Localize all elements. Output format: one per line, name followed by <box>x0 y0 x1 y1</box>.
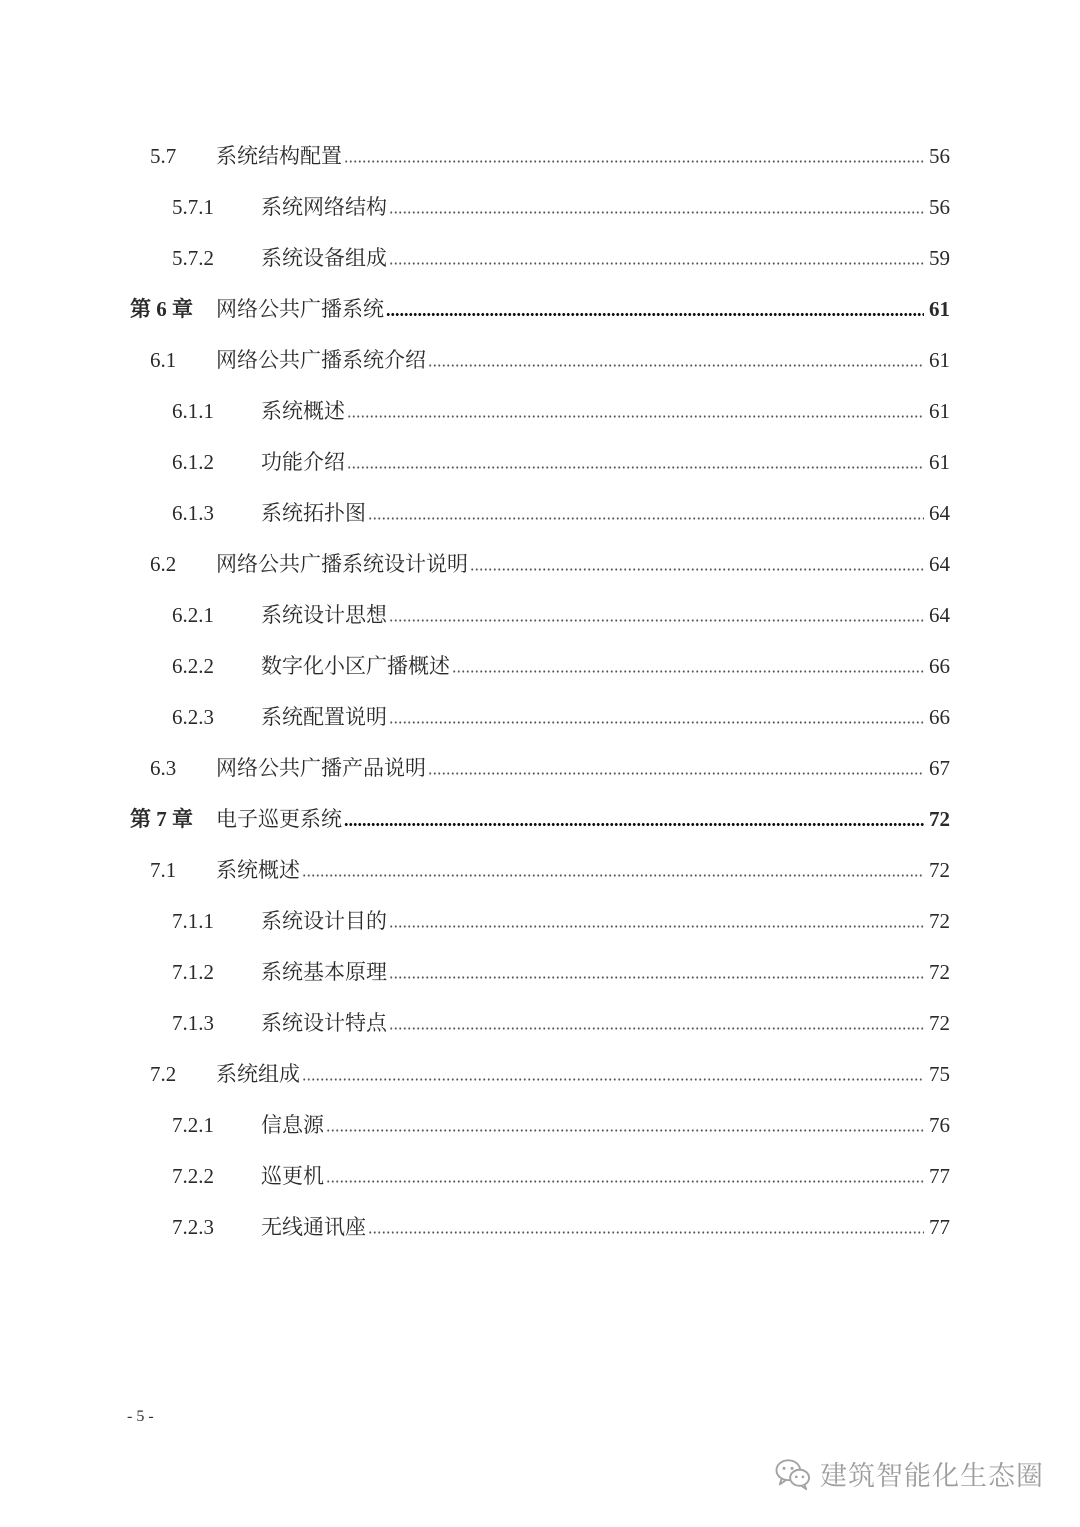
toc-entry-title: 网络公共广播系统 <box>216 297 384 321</box>
toc-entry-number: 7.1.1 <box>172 909 214 933</box>
toc-dot-leader <box>302 874 924 877</box>
toc-entry-title: 系统基本原理 <box>261 960 387 984</box>
toc-dot-leader <box>389 619 924 622</box>
toc-entry[interactable] <box>150 539 950 590</box>
wechat-icon <box>774 1457 812 1491</box>
toc-entry-number: 6.2.3 <box>172 705 214 729</box>
toc-entry-number: 7.1.3 <box>172 1011 214 1035</box>
toc-entry-number: 5.7.1 <box>172 195 214 219</box>
toc-dot-leader <box>347 466 924 469</box>
toc-entry-title: 系统设计目的 <box>261 909 387 933</box>
toc-entry-page: 66 <box>929 654 950 678</box>
watermark <box>774 1454 1044 1493</box>
toc-entry-number: 6.2.2 <box>172 654 214 678</box>
toc-dot-leader <box>389 211 924 214</box>
toc-dot-leader <box>389 721 924 724</box>
toc-entry-page: 67 <box>929 756 950 780</box>
toc-entry-title: 系统拓扑图 <box>261 501 366 525</box>
toc-entry-page: 64 <box>929 603 950 627</box>
toc-entry[interactable] <box>172 947 950 998</box>
toc-entry-title: 系统设备组成 <box>261 246 387 270</box>
toc-entry-number: 6.1.2 <box>172 450 214 474</box>
toc-entry[interactable] <box>150 743 950 794</box>
toc-entry[interactable] <box>130 284 950 335</box>
toc-dot-leader <box>452 670 924 673</box>
toc-entry-number: 5.7 <box>150 144 177 168</box>
toc-entry-number: 6.2 <box>150 552 177 576</box>
toc-dot-leader <box>326 1180 924 1183</box>
toc-entry-title: 系统设计特点 <box>261 1011 387 1035</box>
toc-entry-title: 信息源 <box>261 1113 324 1137</box>
toc-entry-page: 77 <box>929 1164 950 1188</box>
toc-entry[interactable] <box>172 641 950 692</box>
toc-entry-number: 5.7.2 <box>172 246 214 270</box>
toc-entry-number: 7.1.2 <box>172 960 214 984</box>
toc-entry[interactable] <box>172 998 950 1049</box>
toc-entry-page: 77 <box>929 1215 950 1239</box>
toc-entry-title: 巡更机 <box>261 1164 324 1188</box>
toc-entry[interactable] <box>130 794 950 845</box>
toc-dot-leader <box>326 1129 924 1132</box>
toc-dot-leader <box>302 1078 924 1081</box>
toc-entry-number: 7.1 <box>150 858 177 882</box>
toc-entry-title: 无线通讯座 <box>261 1215 366 1239</box>
toc-entry-page: 59 <box>929 246 950 270</box>
toc-entry[interactable] <box>150 335 950 386</box>
toc-entry[interactable] <box>172 896 950 947</box>
toc-entry-page: 72 <box>929 960 950 984</box>
toc-dot-leader <box>344 823 924 826</box>
toc-entry-number: 6.3 <box>150 756 177 780</box>
toc-dot-leader <box>368 517 924 520</box>
toc-entry-page: 72 <box>929 909 950 933</box>
toc-entry-title: 电子巡更系统 <box>216 807 342 831</box>
toc-entry-number: 第 6 章 <box>130 297 193 321</box>
toc-dot-leader <box>389 262 924 265</box>
toc-entry-title: 系统概述 <box>261 399 345 423</box>
toc-entry-number: 7.2 <box>150 1062 177 1086</box>
toc-entry[interactable] <box>172 1202 950 1253</box>
toc-entry[interactable] <box>172 437 950 488</box>
toc-entry-number: 6.2.1 <box>172 603 214 627</box>
toc-entry-number: 第 7 章 <box>130 807 193 831</box>
toc-dot-leader <box>428 364 924 367</box>
toc-entry-title: 系统概述 <box>216 858 300 882</box>
toc-dot-leader <box>389 1027 924 1030</box>
toc-entry-page: 61 <box>929 399 950 423</box>
toc-entry-number: 6.1.3 <box>172 501 214 525</box>
toc-entry-page: 64 <box>929 552 950 576</box>
toc-dot-leader <box>386 313 924 316</box>
toc-entry[interactable] <box>150 845 950 896</box>
toc-entry-title: 网络公共广播系统介绍 <box>216 348 426 372</box>
toc-entry[interactable] <box>150 131 950 182</box>
toc-dot-leader <box>389 925 924 928</box>
toc-entry-number: 7.2.3 <box>172 1215 214 1239</box>
toc-entry-title: 系统网络结构 <box>261 195 387 219</box>
toc-dot-leader <box>470 568 924 571</box>
toc-entry-page: 64 <box>929 501 950 525</box>
toc-entry-number: 6.1.1 <box>172 399 214 423</box>
toc-entry-page: 61 <box>929 450 950 474</box>
toc-entry[interactable] <box>172 1100 950 1151</box>
toc-entry[interactable] <box>172 590 950 641</box>
toc-entry-page: 72 <box>929 807 950 831</box>
toc-entry-number: 7.2.1 <box>172 1113 214 1137</box>
toc-dot-leader <box>368 1231 924 1234</box>
toc-entry-page: 75 <box>929 1062 950 1086</box>
toc-entry[interactable] <box>172 1151 950 1202</box>
toc-entry-title: 功能介绍 <box>261 450 345 474</box>
toc-entry-title: 网络公共广播系统设计说明 <box>216 552 468 576</box>
footer-page-number: - 5 - <box>127 1408 154 1425</box>
toc-entry-page: 66 <box>929 705 950 729</box>
toc-entry-number: 6.1 <box>150 348 177 372</box>
toc-dot-leader <box>347 415 924 418</box>
toc-entry-title: 系统设计思想 <box>261 603 387 627</box>
toc-entry-title: 系统组成 <box>216 1062 300 1086</box>
toc-entry-page: 61 <box>929 297 950 321</box>
toc-entry[interactable] <box>172 488 950 539</box>
toc-dot-leader <box>428 772 924 775</box>
toc-entry-title: 数字化小区广播概述 <box>261 654 450 678</box>
toc-entry-page: 72 <box>929 1011 950 1035</box>
toc-entry-page: 56 <box>929 144 950 168</box>
toc-entry-title: 系统配置说明 <box>261 705 387 729</box>
toc-entry-number: 7.2.2 <box>172 1164 214 1188</box>
toc-entry-page: 61 <box>929 348 950 372</box>
toc-entry-page: 72 <box>929 858 950 882</box>
toc-entry[interactable] <box>172 182 950 233</box>
toc-entry[interactable] <box>172 386 950 437</box>
watermark-text: 建筑智能化生态圈 <box>820 1461 1044 1492</box>
toc-entry[interactable] <box>172 692 950 743</box>
toc-dot-leader <box>344 160 924 163</box>
toc-entry-title: 网络公共广播产品说明 <box>216 756 426 780</box>
toc-dot-leader <box>389 976 924 979</box>
toc-entry-page: 76 <box>929 1113 950 1137</box>
toc-entry[interactable] <box>150 1049 950 1100</box>
toc-entry-page: 56 <box>929 195 950 219</box>
toc-entry-title: 系统结构配置 <box>216 144 342 168</box>
toc-entry[interactable] <box>172 233 950 284</box>
